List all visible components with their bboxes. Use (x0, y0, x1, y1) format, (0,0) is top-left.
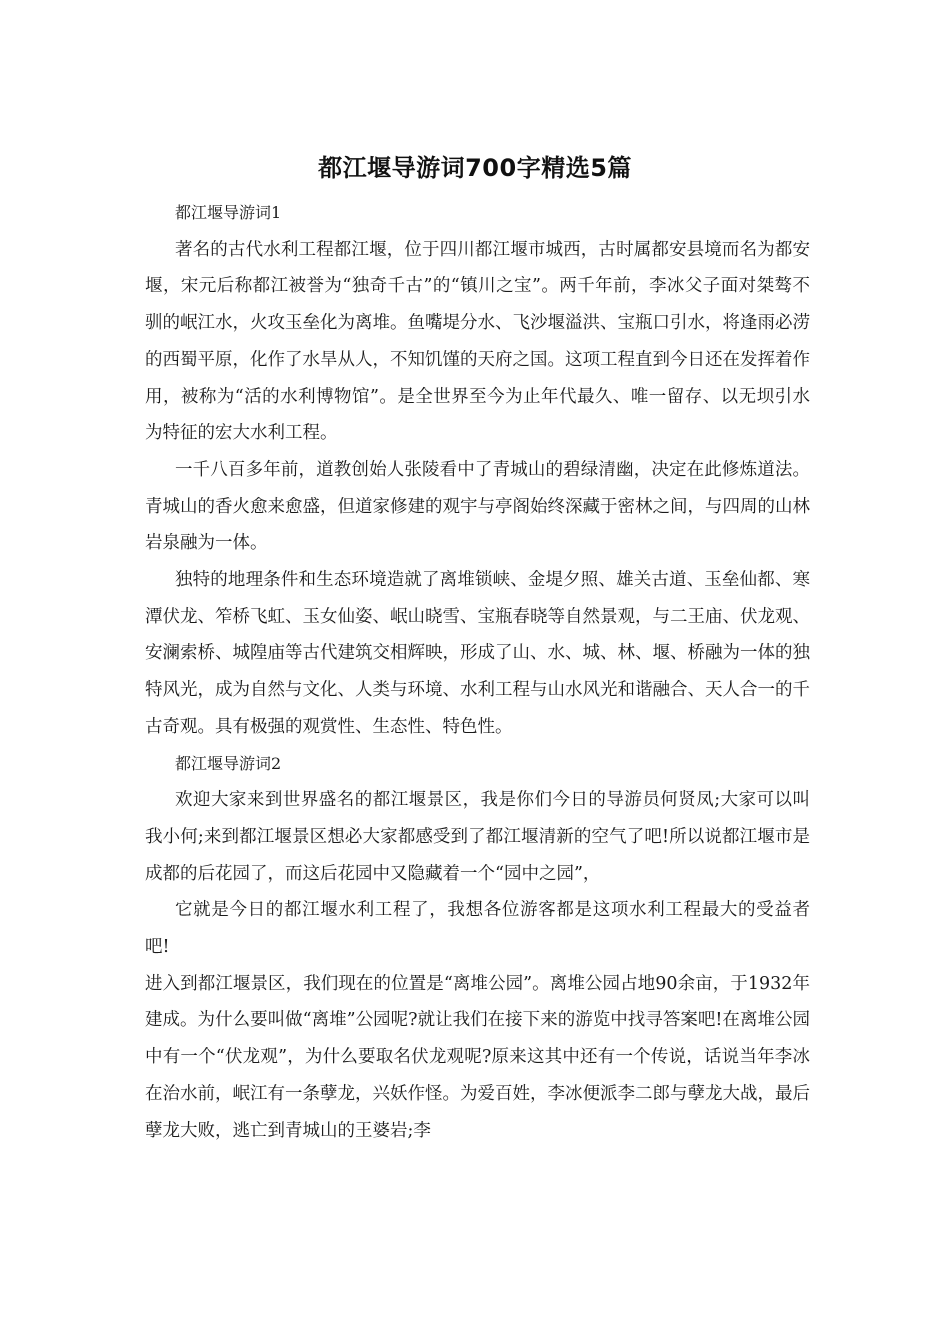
paragraph: 它就是今日的都江堰水利工程了，我想各位游客都是这项水利工程最大的受益者吧! (145, 900, 810, 958)
paragraph: 一千八百多年前，道教创始人张陵看中了青城山的碧绿清幽，决定在此修炼道法。青城山的香火愈来愈盛，但道家修建的观宇与亭阁始终深藏于密林之间，与四周的山林岩泉融为一体。 (145, 459, 810, 554)
paragraph: 著名的古代水利工程都江堰，位于四川都江堰市城西，古时属都安县境而名为都安堰，宋元后称都江被誉为“独奇千古”的“镇川之宝”。两千年前，李冰父子面对桀骜不驯的岷江水，火攻玉垒化为离堆。鱼嘴堤分水、飞沙堰溢洪、宝瓶口引水，将逢雨必涝的西蜀平原，化作了水旱从人，不知饥馑的天府之国。这项工程直到今日还在发挥着作用，被称为“活的水利博物馆”。是全世界至今为止年代最久、唯一留存、以无坝引水为特征的宏大水利工程。 (145, 239, 810, 444)
paragraph: 欢迎大家来到世界盛名的都江堰景区，我是你们今日的导游员何贤凤;大家可以叫我小何;来到都江堰景区想必大家都感受到了都江堰清新的空气了吧!所以说都江堰市是成都的后花园了，而这后花园中又隐藏着一个“园中之园”， (145, 790, 810, 884)
section-heading-2: 都江堰导游词2 (175, 753, 282, 773)
document-title: 都江堰导游词700字精选5篇 (318, 154, 632, 182)
section-heading-1: 都江堰导游词1 (175, 203, 282, 222)
document-body (145, 195, 810, 1149)
paragraph: 独特的地理条件和生态环境造就了离堆锁峡、金堤夕照、雄关古道、玉垒仙都、寒潭伏龙、笮桥飞虹、玉女仙姿、岷山晓雪、宝瓶春晓等自然景观，与二王庙、伏龙观、安澜索桥、城隍庙等古代建筑交相辉映，形成了山、水、城、林、堰、桥融为一体的独特风光，成为自然与文化、人类与环境、水利工程与山水风光和谐融合、天人合一的千古奇观。具有极强的观赏性、生态性、特色性。 (145, 570, 810, 737)
paragraph: 进入到都江堰景区，我们现在的位置是“离堆公园”。离堆公园占地90余亩，于1932年建成。为什么要叫做“离堆”公园呢?就让我们在接下来的游览中找寻答案吧!在离堆公园中有一个“伏龙观”，为什么要取名伏龙观呢?原来这其中还有一个传说，话说当年李冰在治水前，岷江有一条孽龙，兴妖作怪。为爱百姓，李冰便派李二郎与孽龙大战，最后孽龙大败，逃亡到青城山的王婆岩;李 (145, 973, 810, 1141)
